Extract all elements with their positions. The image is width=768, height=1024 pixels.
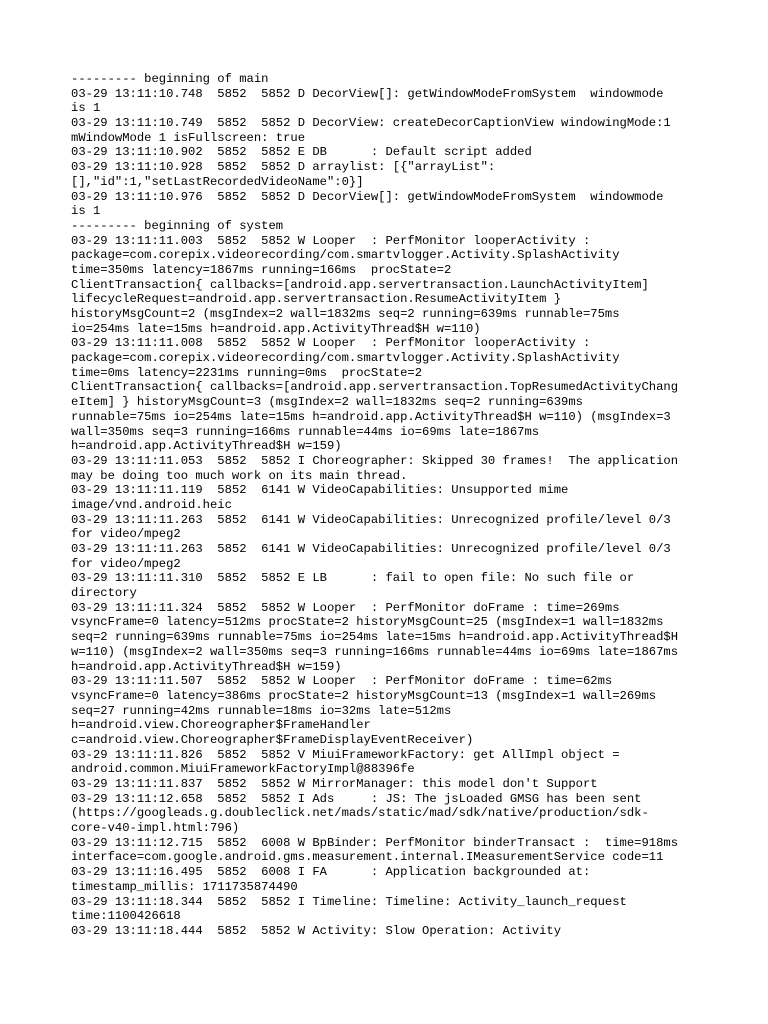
log-line: 03-29 13:11:11.324 5852 5852 W Looper : PerfMonitor doFrame : time=269ms [71, 600, 620, 615]
log-line: h=android.app.ActivityThread$H w=159) [71, 659, 342, 674]
log-line: 03-29 13:11:11.310 5852 5852 E LB : fail to open file: No such file or [71, 571, 635, 586]
log-line: 03-29 13:11:12.658 5852 5852 I Ads : JS: The jsLoaded GMSG has been sent [71, 791, 642, 806]
log-line: w=110) (msgIndex=2 wall=350ms seq=3 running=166ms runnable=44ms io=69ms late=1867ms [71, 644, 679, 659]
log-line: [],"id":1,"setLastRecordedVideoName":0}] [71, 174, 364, 189]
log-line: interface=com.google.android.gms.measurement.internal.IMeasurementService code=11 [71, 850, 664, 865]
log-line: 03-29 13:11:11.119 5852 6141 W VideoCapabilities: Unsupported mime [71, 483, 569, 498]
log-line: package=com.corepix.videorecording/com.smartvlogger.Activity.SplashActivity [71, 351, 620, 366]
log-line: 03-29 13:11:12.715 5852 6008 W BpBinder: PerfMonitor binderTransact : time=918ms [71, 835, 679, 850]
log-line: wall=350ms seq=3 running=166ms runnable=44ms io=69ms late=1867ms [71, 424, 540, 439]
log-line: 03-29 13:11:11.053 5852 5852 I Choreographer: Skipped 30 frames! The application [71, 453, 679, 468]
log-line: io=254ms late=15ms h=android.app.ActivityThread$H w=110) [71, 321, 481, 336]
log-line: may be doing too much work on its main thread. [71, 468, 408, 483]
log-line: lifecycleRequest=android.app.servertransaction.ResumeActivityItem } [71, 292, 562, 307]
log-line: --------- beginning of system [71, 218, 284, 233]
log-line: runnable=75ms io=254ms late=15ms h=android.app.ActivityThread$H w=110) (msgIndex=3 [71, 409, 671, 424]
log-line: vsyncFrame=0 latency=512ms procState=2 historyMsgCount=25 (msgIndex=1 wall=1832ms [71, 615, 664, 630]
log-text-block [71, 72, 711, 939]
log-line: 03-29 13:11:11.826 5852 5852 V MiuiFrameworkFactory: get AllImpl object = [71, 747, 620, 762]
log-line: h=android.app.ActivityThread$H w=159) [71, 439, 342, 454]
log-line: android.common.MiuiFrameworkFactoryImpl@88396fe [71, 762, 415, 777]
log-line: (https://googleads.g.doubleclick.net/mads/static/mad/sdk/native/production/sdk- [71, 806, 649, 821]
log-line: ClientTransaction{ callbacks=[android.app.servertransaction.TopResumedActivityChang [71, 380, 679, 395]
log-line: 03-29 13:11:16.495 5852 6008 I FA : Application backgrounded at: [71, 865, 591, 880]
log-line: 03-29 13:11:11.837 5852 5852 W MirrorManager: this model don't Support [71, 777, 598, 791]
log-line: 03-29 13:11:11.507 5852 5852 W Looper : PerfMonitor doFrame : time=62ms [71, 674, 613, 689]
log-line: core-v40-impl.html:796) [71, 821, 240, 836]
log-line: 03-29 13:11:18.444 5852 5852 W Activity: Slow Operation: Activity [71, 923, 562, 938]
log-line: time:1100426618 [71, 909, 181, 924]
log-line: directory [71, 586, 137, 601]
log-line: mWindowMode 1 isFullscreen: true [71, 130, 306, 145]
log-line: time=0ms latency=2231ms running=0ms procState=2 [71, 365, 423, 380]
log-line: package=com.corepix.videorecording/com.smartvlogger.Activity.SplashActivity [71, 248, 620, 263]
log-line: time=350ms latency=1867ms running=166ms procState=2 [71, 262, 452, 277]
log-line: seq=27 running=42ms runnable=18ms io=32ms late=512ms [71, 703, 452, 718]
log-line: 03-29 13:11:18.344 5852 5852 I Timeline: Timeline: Activity_launch_request [71, 894, 627, 909]
log-line: 03-29 13:11:10.928 5852 5852 D arraylist: [{"arrayList": [71, 160, 496, 175]
log-line: image/vnd.android.heic [71, 497, 232, 512]
log-line: 03-29 13:11:10.902 5852 5852 E DB : Default script added [71, 145, 532, 160]
log-line: 03-29 13:11:10.749 5852 5852 D DecorView: createDecorCaptionView windowingMode:1 [71, 116, 671, 131]
log-line: c=android.view.Choreographer$FrameDisplayEventReceiver) [71, 732, 474, 747]
log-line: 03-29 13:11:10.748 5852 5852 D DecorView[]: getWindowModeFromSystem windowmode [71, 86, 664, 101]
log-line: for video/mpeg2 [71, 556, 181, 571]
log-line: seq=2 running=639ms runnable=75ms io=254ms late=15ms h=android.app.ActivityThread$H [71, 630, 679, 645]
log-line: vsyncFrame=0 latency=386ms procState=2 historyMsgCount=13 (msgIndex=1 wall=269ms [71, 688, 657, 703]
log-line: historyMsgCount=2 (msgIndex=2 wall=1832ms seq=2 running=639ms runnable=75ms [71, 307, 620, 321]
log-line: for video/mpeg2 [71, 527, 181, 542]
log-line: 03-29 13:11:10.976 5852 5852 D DecorView[]: getWindowModeFromSystem windowmode [71, 189, 664, 204]
log-line: ClientTransaction{ callbacks=[android.app.servertransaction.LaunchActivityItem] [71, 277, 649, 292]
log-line: is 1 [71, 101, 101, 116]
log-line: 03-29 13:11:11.003 5852 5852 W Looper : PerfMonitor looperActivity : [71, 233, 591, 248]
log-line: timestamp_millis: 1711735874490 [71, 879, 298, 894]
log-line: eItem] } historyMsgCount=3 (msgIndex=2 wall=1832ms seq=2 running=639ms [71, 395, 583, 410]
log-line: 03-29 13:11:11.008 5852 5852 W Looper : PerfMonitor looperActivity : [71, 336, 591, 351]
log-line: --------- beginning of main [71, 72, 269, 86]
log-line: is 1 [71, 204, 101, 219]
log-line: h=android.view.Choreographer$FrameHandler [71, 718, 371, 733]
log-line: 03-29 13:11:11.263 5852 6141 W VideoCapabilities: Unrecognized profile/level 0/3 [71, 542, 671, 556]
log-line: 03-29 13:11:11.263 5852 6141 W VideoCapabilities: Unrecognized profile/level 0/3 [71, 512, 671, 527]
